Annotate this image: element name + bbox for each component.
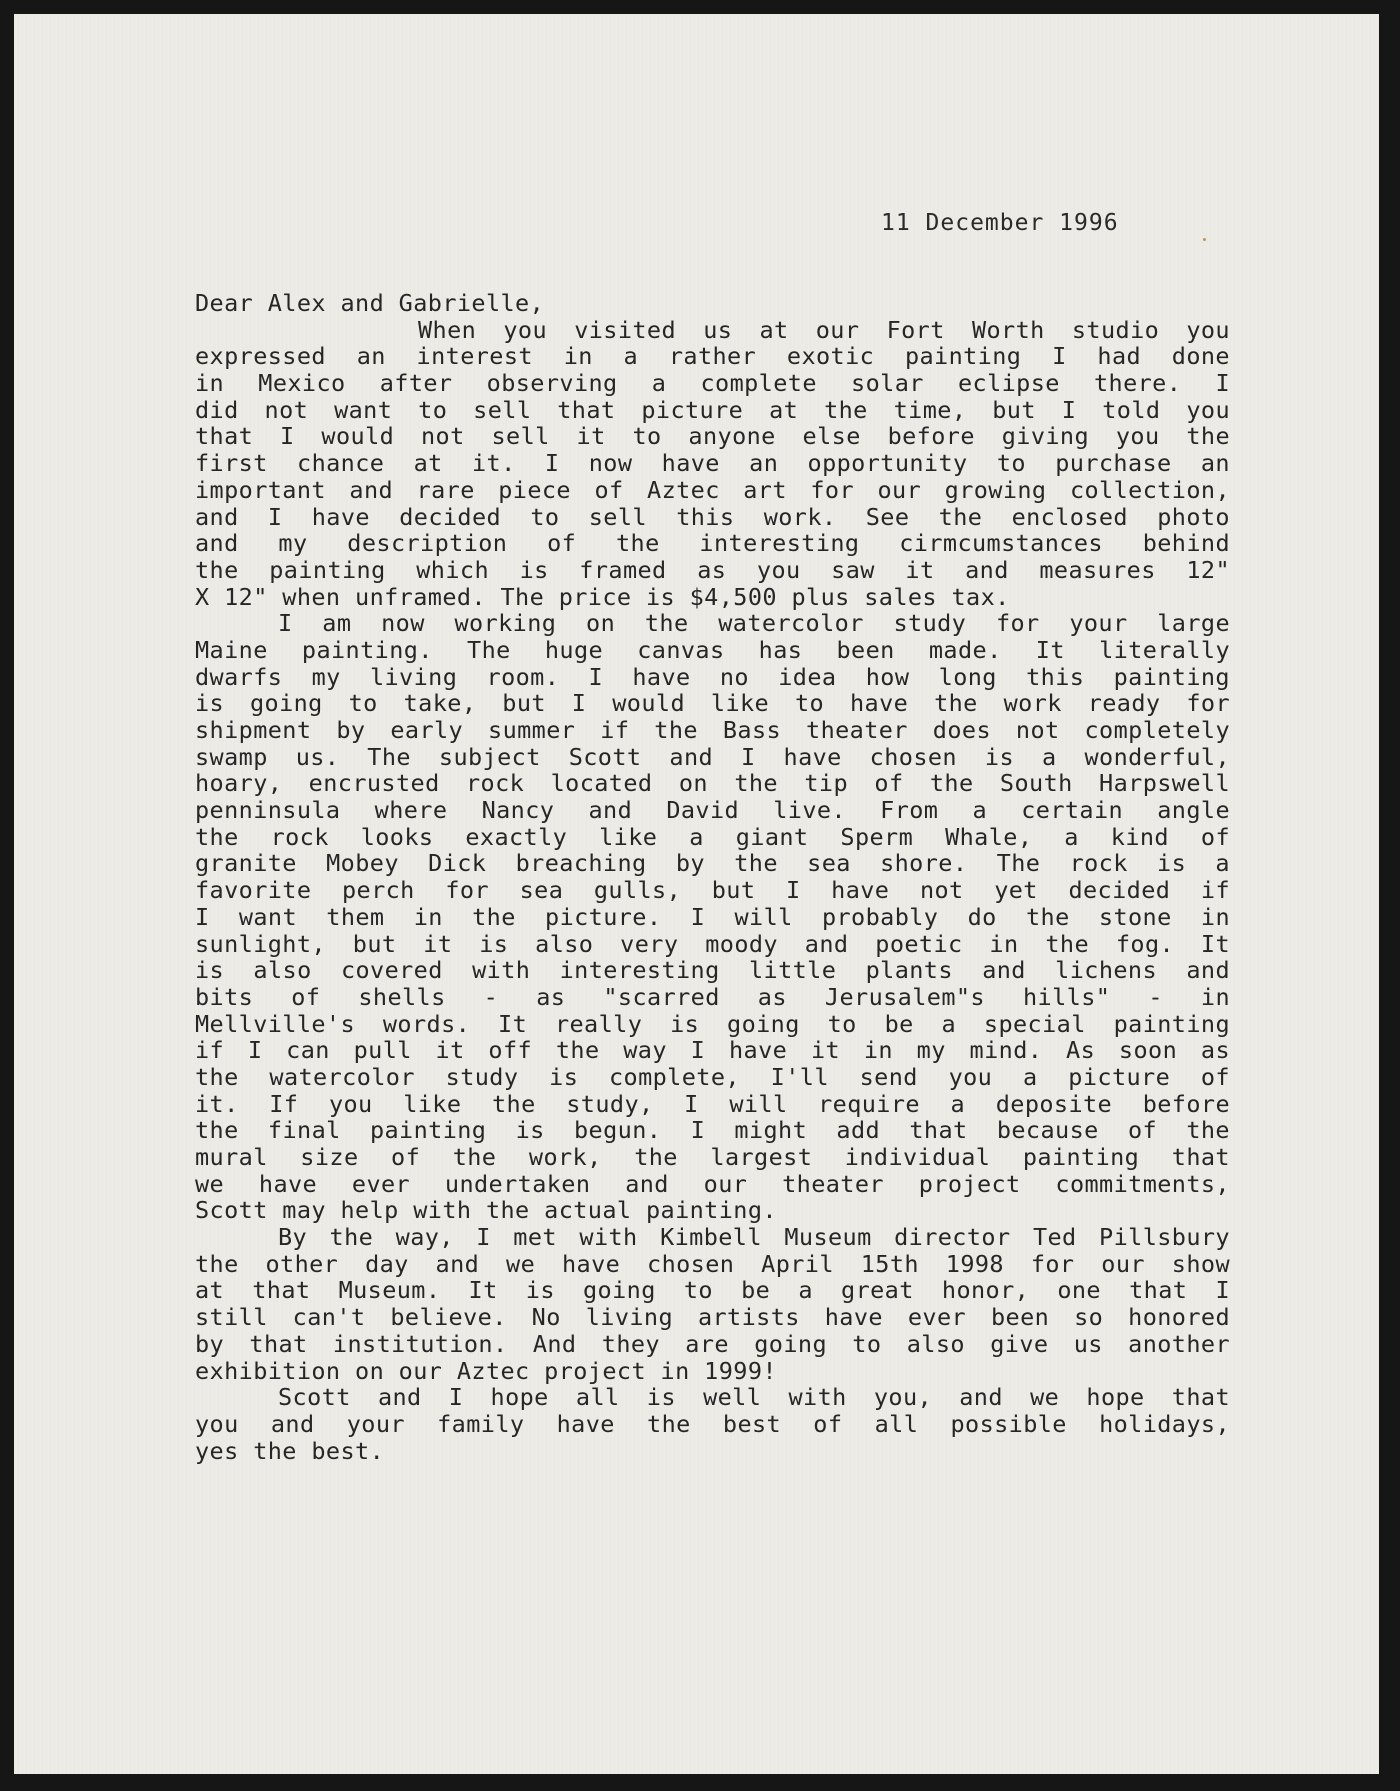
- letter-line: I want them in the picture. I will probably do the stone in: [195, 903, 1230, 931]
- letter-line: swamp us. The subject Scott and I have chosen is a wonderful,: [195, 743, 1230, 771]
- letter-line: did not want to sell that picture at the time, but I told you: [195, 396, 1230, 424]
- letter-line: Scott may help with the actual painting.: [195, 1196, 777, 1225]
- letter-line: is going to take, but I would like to have the work ready for: [195, 690, 1230, 717]
- letter-line: if I can pull it off the way I have it in my mind. As soon as: [195, 1037, 1230, 1064]
- paper-speck: [1203, 238, 1206, 241]
- letter-line: it. If you like the study, I will require a deposite before: [195, 1090, 1230, 1118]
- letter-line: yes the best.: [195, 1436, 385, 1465]
- letter-line: dwarfs my living room. I have no idea how long this painting: [195, 663, 1230, 691]
- letter-line: favorite perch for sea gulls, but I have not yet decided if: [195, 877, 1230, 904]
- letter-line: we have ever undertaken and our theater project commitments,: [195, 1170, 1230, 1198]
- letter-line: the watercolor study is complete, I'll send you a picture of: [195, 1063, 1230, 1091]
- letter-line: first chance at it. I now have an opportunity to purchase an: [195, 450, 1230, 477]
- letter-line: that I would not sell it to anyone else before giving you the: [195, 423, 1230, 451]
- letter-line: shipment by early summer if the Bass theater does not completely: [195, 717, 1230, 744]
- letter-date: 11 December 1996: [881, 210, 1119, 236]
- letter-line: granite Mobey Dick breaching by the sea shore. The rock is a: [195, 850, 1230, 878]
- letter-line: Maine painting. The huge canvas has been made. It literally: [195, 636, 1230, 664]
- letter-line: still can't believe. No living artists have ever been so honored: [195, 1304, 1230, 1331]
- letter-line: the rock looks exactly like a giant Sperm Whale, a kind of: [195, 823, 1230, 851]
- letter-line: mural size of the work, the largest individual painting that: [195, 1144, 1230, 1171]
- letter-page: [14, 14, 1379, 1774]
- letter-line: By the way, I met with Kimbell Museum director Ted Pillsbury: [278, 1224, 1230, 1251]
- letter-line: at that Museum. It is going to be a great honor, one that I: [195, 1277, 1230, 1305]
- letter-line: X 12" when unframed. The price is $4,500 plus sales tax.: [195, 582, 1010, 611]
- letter-body: [195, 290, 1230, 1464]
- letter-line: sunlight, but it is also very moody and poetic in the fog. It: [195, 930, 1230, 958]
- letter-line: is also covered with interesting little plants and lichens and: [195, 957, 1230, 984]
- letter-line: hoary, encrusted rock located on the tip of the South Harpswell: [195, 770, 1230, 798]
- letter-line: the final painting is begun. I might add that because of the: [195, 1117, 1230, 1144]
- letter-line: the painting which is framed as you saw it and measures 12": [195, 556, 1230, 584]
- letter-line: penninsula where Nancy and David live. From a certain angle: [195, 797, 1230, 824]
- letter-line: Mellville's words. It really is going to be a special painting: [195, 1010, 1230, 1038]
- letter-line: important and rare piece of Aztec art for our growing collection,: [195, 476, 1230, 504]
- letter-line: Scott and I hope all is well with you, and we hope that: [278, 1384, 1230, 1411]
- letter-line: you and your family have the best of all possible holidays,: [195, 1410, 1230, 1438]
- salutation: Dear Alex and Gabrielle,: [195, 289, 545, 317]
- letter-line: and my description of the interesting cirmcumstances behind: [195, 530, 1230, 557]
- letter-line: exhibition on our Aztec project in 1999!: [195, 1356, 777, 1385]
- letter-line: in Mexico after observing a complete solar eclipse there. I: [195, 370, 1230, 397]
- letter-line: expressed an interest in a rather exotic painting I had done: [195, 343, 1230, 371]
- letter-line: I am now working on the watercolor study for your large: [278, 610, 1230, 637]
- letter-line: and I have decided to sell this work. See the enclosed photo: [195, 503, 1230, 531]
- letter-line: the other day and we have chosen April 15th 1998 for our show: [195, 1250, 1230, 1278]
- letter-line: When you visited us at our Fort Worth studio you: [418, 316, 1230, 344]
- letter-line: bits of shells - as "scarred as Jerusalem"s hills" - in: [195, 983, 1230, 1011]
- letter-line: by that institution. And they are going to also give us another: [195, 1330, 1230, 1358]
